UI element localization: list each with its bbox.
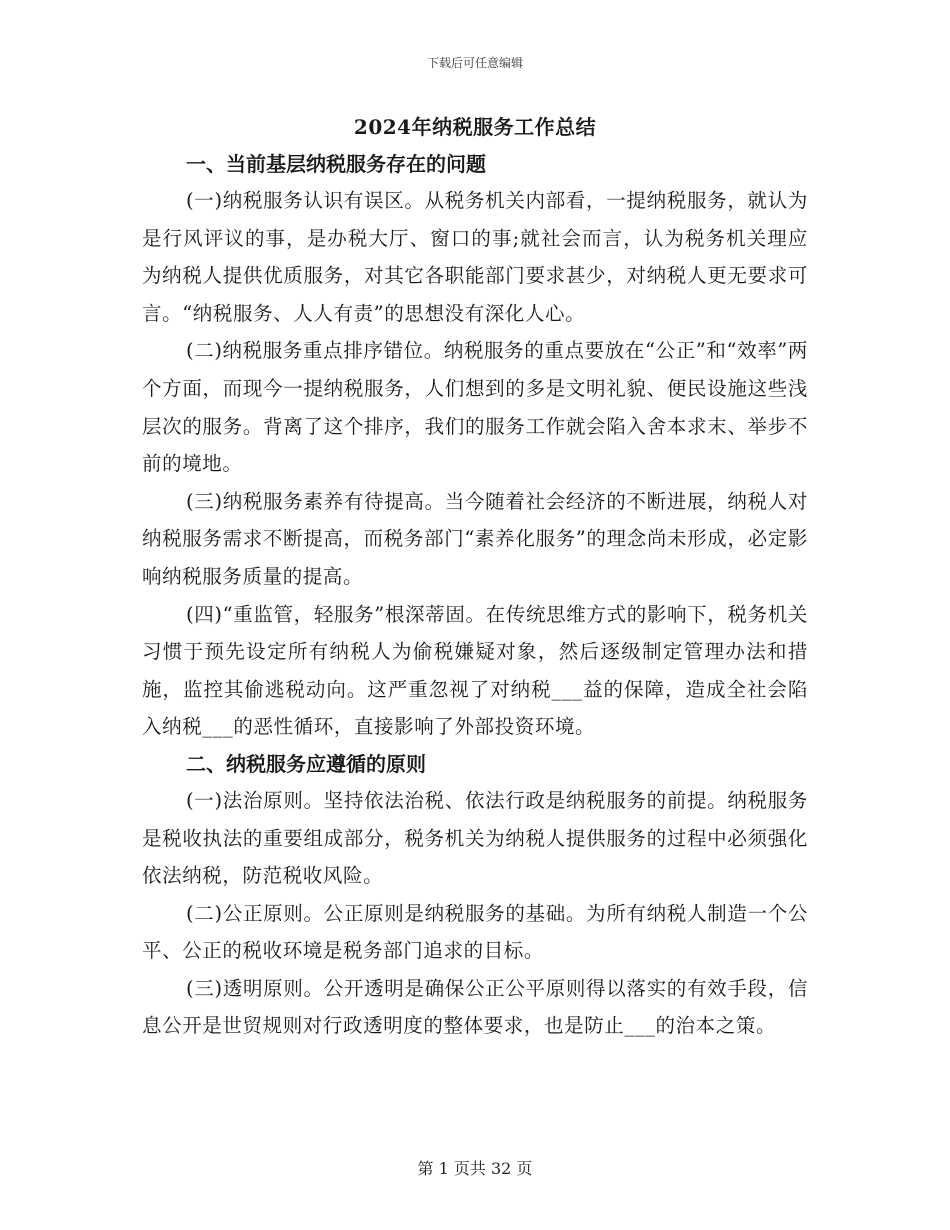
section-problems [142,146,808,746]
header-note: 下载后可任意编辑 [426,56,523,70]
paragraph: (一)法治原则。坚持依法治税、依法行政是纳税服务的前提。纳税服务是税收执法的重要组成部分，税务机关为纳税人提供服务的过程中必须强化依法纳税，防范税收风险。 [142,788,808,888]
section-heading: 二、纳税服务应遵循的原则 [186,751,426,776]
section-heading: 一、当前基层纳税服务存在的问题 [186,152,486,176]
document-body [142,112,808,1045]
paragraph: (三)纳税服务素养有待提高。当今随着社会经济的不断进展，纳税人对纳税服务需求不断提高，而税务部门“素养化服务”的理念尚未形成，必定影响纳税服务质量的提高。 [142,489,808,588]
document-title: 2024年纳税服务工作总结 [353,115,597,139]
page-number: 第 1 页共 32 页 [417,1159,533,1178]
paragraph: (二)纳税服务重点排序错位。纳税服务的重点要放在“公正”和“效率”两个方面，而现今一提纳税服务，人们想到的多是文明礼貌、便民设施这些浅层次的服务。背离了这个排序，我们的服务工作就会陷入舍本求末、举步不前的境地。 [142,339,808,476]
paragraph: (一)纳税服务认识有误区。从税务机关内部看，一提纳税服务，就认为是行风评议的事，是办税大厅、窗口的事;就社会而言，认为税务机关理应为纳税人提供优质服务，对其它各职能部门要求甚少，对纳税人更无要求可言。“纳税服务、人人有责”的思想没有深化人心。 [142,189,808,325]
paragraph: (四)“重监管，轻服务”根深蒂固。在传统思维方式的影响下，税务机关习惯于预先设定所有纳税人为偷税嫌疑对象，然后逐级制定管理办法和措施，监控其偷逃税动向。这严重忽视了对纳税___益的保障，造成全社会陷入纳税___的恶性循环，直接影响了外部投资环境。 [142,602,808,739]
paragraph: (三)透明原则。公开透明是确保公正公平原则得以落实的有效手段，信息公开是世贸规则对行政透明度的整体要求，也是防止___的治本之策。 [142,976,808,1038]
section-principles [142,746,808,1045]
paragraph: (二)公正原则。公正原则是纳税服务的基础。为所有纳税人制造一个公平、公正的税收环境是税务部门追求的目标。 [142,901,808,963]
